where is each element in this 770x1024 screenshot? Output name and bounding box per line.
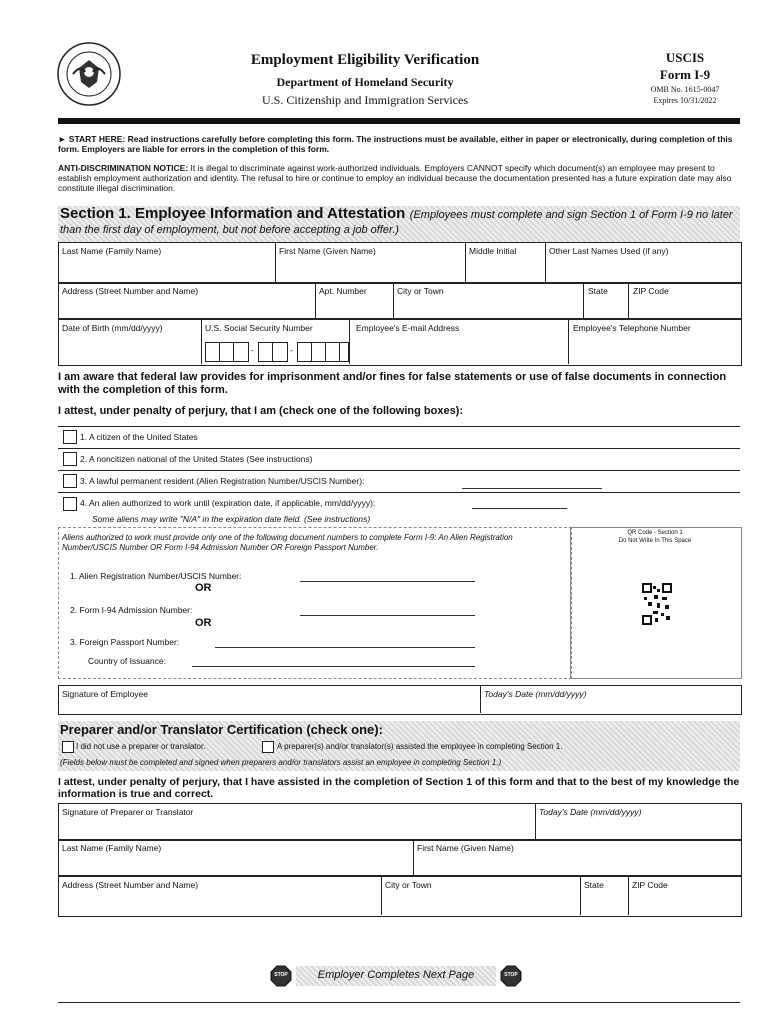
omb-number: OMB No. 1615-0047 bbox=[650, 85, 720, 94]
noncitizen-national-option: 2. A noncitizen national of the United States (See instructions) bbox=[80, 454, 313, 464]
state-field[interactable]: State bbox=[588, 286, 608, 296]
qr-label: QR Code - Section 1 bbox=[627, 530, 683, 536]
aliens-note: Aliens authorized to work must provide only one of the following document numbers to complete Form I-9: An Alien Registration Number/USCIS Number OR Form I-94 Admission Number OR Foreign Passport Number. bbox=[62, 533, 513, 552]
expiration-date-input[interactable] bbox=[472, 508, 567, 509]
ssn-label: U.S. Social Security Number bbox=[205, 323, 313, 333]
permanent-resident-checkbox[interactable] bbox=[63, 474, 77, 488]
phone-field[interactable]: Employee's Telephone Number bbox=[573, 323, 691, 333]
preparer-city-field[interactable]: City or Town bbox=[385, 880, 432, 890]
email-field[interactable]: Employee's E-mail Address bbox=[356, 323, 460, 333]
section1-title: Section 1. Employee Information and Attestation bbox=[60, 205, 406, 222]
alien-authorized-option: 4. An alien authorized to work until (expiration date, if applicable, mm/dd/yyyy): bbox=[80, 498, 376, 508]
permanent-resident-number-input[interactable] bbox=[462, 488, 602, 489]
employee-date-field[interactable]: Today's Date (mm/dd/yyyy) bbox=[484, 689, 587, 699]
preparer-fields-note: (Fields below must be completed and signed when preparers and/or translators assist an employee in completing Section 1.) bbox=[60, 758, 502, 767]
preparer-address-field[interactable]: Address (Street Number and Name) bbox=[62, 880, 199, 890]
dob-field[interactable]: Date of Birth (mm/dd/yyyy) bbox=[62, 323, 163, 333]
alien-authorized-checkbox[interactable] bbox=[63, 497, 77, 511]
attest-statement: I attest, under penalty of perjury, that I am (check one of the following boxes): bbox=[58, 405, 464, 417]
noncitizen-national-checkbox[interactable] bbox=[63, 452, 77, 466]
no-preparer-checkbox[interactable] bbox=[62, 741, 74, 753]
city-field[interactable]: City or Town bbox=[397, 286, 444, 296]
expiration: Expires 10/31/2022 bbox=[653, 96, 717, 105]
footer-rule bbox=[58, 1002, 740, 1003]
form-title: Employment Eligibility Verification bbox=[250, 52, 480, 68]
preparer-signature-field[interactable]: Signature of Preparer or Translator bbox=[62, 807, 194, 817]
or-separator: OR bbox=[195, 617, 212, 629]
alien-reg-label: 1. Alien Registration Number/USCIS Number: bbox=[70, 571, 242, 581]
ssn-dash: - bbox=[251, 345, 254, 355]
stop-label: STOP bbox=[274, 972, 288, 978]
ssn-digit-box[interactable] bbox=[233, 342, 249, 362]
first-name-field[interactable]: First Name (Given Name) bbox=[279, 246, 376, 256]
citizen-option: 1. A citizen of the United States bbox=[80, 432, 198, 442]
anti-discrimination-notice: ANTI-DISCRIMINATION NOTICE: It is illegal to discriminate against work-authorized individuals. Employers CANNOT specify which document(s) an employee may present to establish employment authorization and identity. The refusal to hire or continue to employ an individual because the documentation presented has a future expiration date may also constitute illegal discrimination. bbox=[58, 163, 732, 193]
last-name-field[interactable]: Last Name (Family Name) bbox=[62, 246, 162, 256]
zip-field[interactable]: ZIP Code bbox=[633, 286, 669, 296]
section1-subtitle: (Employees must complete and sign Section 1 of Form I-9 no later than the first day of employment, but not before accepting a job offer.) bbox=[60, 209, 733, 236]
country-label: Country of Issuance: bbox=[88, 656, 166, 666]
qr-code bbox=[642, 583, 672, 625]
apt-number-field[interactable]: Apt. Number bbox=[319, 286, 367, 296]
header-rule bbox=[58, 118, 740, 124]
employee-signature-field[interactable]: Signature of Employee bbox=[62, 689, 148, 699]
footer-text: Employer Completes Next Page bbox=[317, 969, 475, 981]
i94-label: 2. Form I-94 Admission Number: bbox=[70, 605, 193, 615]
preparer-date-field[interactable]: Today's Date (mm/dd/yyyy) bbox=[539, 807, 642, 817]
preparer-state-field[interactable]: State bbox=[584, 880, 604, 890]
aware-statement: I am aware that federal law provides for imprisonment and/or fines for false statements or use of false documents in connection with the completion of this form. bbox=[58, 371, 727, 396]
ssn-dash: - bbox=[290, 345, 293, 355]
preparer-zip-field[interactable]: ZIP Code bbox=[632, 880, 668, 890]
form-number: Form I-9 bbox=[659, 67, 711, 82]
passport-label: 3. Foreign Passport Number: bbox=[70, 637, 180, 647]
preparer-attest: I attest, under penalty of perjury, that I have assisted in the completion of Section 1 of this form and that to the best of my knowledge the information is true and correct. bbox=[58, 776, 740, 800]
preparer-title: Preparer and/or Translator Certification (check one): bbox=[60, 722, 383, 737]
address-field[interactable]: Address (Street Number and Name) bbox=[62, 286, 199, 296]
used-preparer-checkbox[interactable] bbox=[262, 741, 274, 753]
na-note: Some aliens may write "N/A" in the expiration date field. (See instructions) bbox=[92, 514, 371, 524]
no-preparer-option: I did not use a preparer or translator. bbox=[76, 742, 206, 751]
department: Department of Homeland Security bbox=[276, 75, 454, 89]
stop-label: STOP bbox=[504, 972, 518, 978]
i94-input[interactable] bbox=[300, 615, 475, 616]
agency: U.S. Citizenship and Immigration Services bbox=[262, 93, 468, 107]
preparer-first-name-field[interactable]: First Name (Given Name) bbox=[417, 843, 514, 853]
uscis-label: USCIS bbox=[665, 50, 705, 65]
or-separator: OR bbox=[195, 582, 212, 594]
other-last-names-field[interactable]: Other Last Names Used (if any) bbox=[549, 246, 669, 256]
preparer-last-name-field[interactable]: Last Name (Family Name) bbox=[62, 843, 162, 853]
permanent-resident-option: 3. A lawful permanent resident (Alien Registration Number/USCIS Number): bbox=[80, 476, 365, 486]
ssn-digit-box[interactable] bbox=[272, 342, 288, 362]
ssn-digit-box[interactable] bbox=[339, 342, 349, 362]
start-here-notice: ► START HERE: Read instructions carefully before completing this form. The instructions must be available, either in paper or electronically, during completion of this form. Employers are liable for errors in the completion of this form. bbox=[58, 134, 733, 154]
middle-initial-field[interactable]: Middle Initial bbox=[469, 246, 517, 256]
alien-reg-input[interactable] bbox=[300, 581, 475, 582]
passport-input[interactable] bbox=[215, 647, 475, 648]
qr-note: Do Not Write In This Space bbox=[618, 538, 692, 544]
citizen-checkbox[interactable] bbox=[63, 430, 77, 444]
dhs-seal bbox=[57, 42, 121, 106]
country-input[interactable] bbox=[192, 666, 475, 667]
used-preparer-option: A preparer(s) and/or translator(s) assisted the employee in completing Section 1. bbox=[277, 742, 563, 751]
